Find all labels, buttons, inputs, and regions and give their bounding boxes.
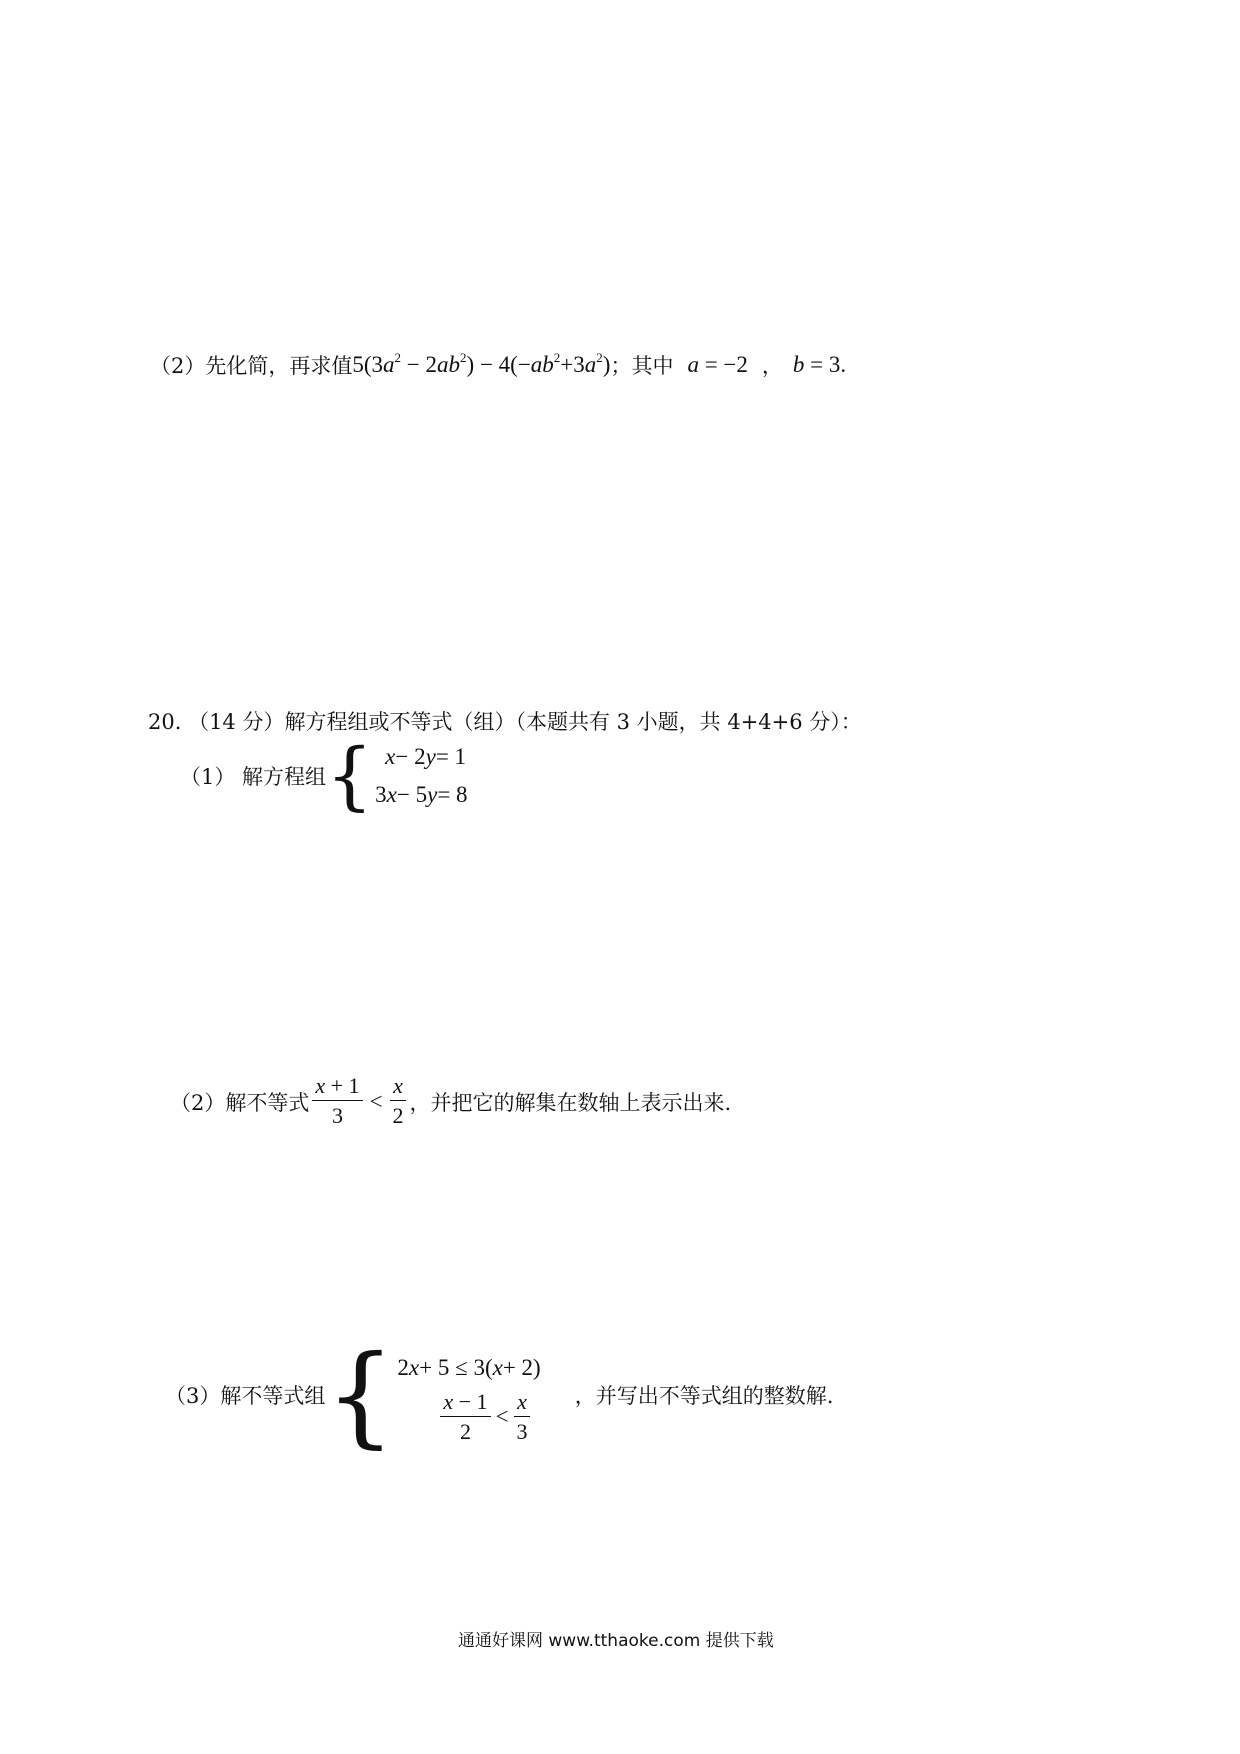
eq-part: = 1: [435, 744, 467, 769]
q19-separator: ，: [761, 354, 783, 378]
frac-var: x: [443, 1388, 454, 1414]
expr-part: +3: [560, 352, 585, 377]
q19-condition-a: [687, 352, 747, 378]
fraction-lhs: [312, 1074, 362, 1129]
page-footer: [458, 1626, 774, 1651]
fraction-rhs: [514, 1390, 531, 1445]
eq-part: 3: [375, 782, 387, 807]
expr-exponent: 2: [394, 350, 402, 365]
frac-denominator: 2: [459, 1418, 471, 1444]
cond-var: a: [687, 352, 699, 377]
equation-row-1: [375, 738, 467, 776]
q19-where-text: ；其中: [610, 354, 674, 378]
fraction-rhs: [390, 1074, 407, 1129]
ineq-part: 2: [397, 1354, 409, 1380]
inequality-system: [325, 1331, 541, 1459]
q20-header: [148, 706, 862, 736]
expr-var: a: [383, 352, 395, 377]
q20-part3-tail: ，并写出不等式组的整数解.: [574, 1384, 834, 1408]
q19-part2-expression: [352, 352, 610, 378]
frac-denominator: 3: [331, 1103, 343, 1128]
less-than-op: <: [369, 1088, 383, 1114]
expr-exponent: 2: [553, 350, 561, 365]
expr-var: ab: [437, 352, 461, 377]
eq-part: − 5: [396, 782, 428, 807]
fraction-lhs: [440, 1390, 490, 1445]
eq-var: y: [427, 782, 438, 807]
frac-part: − 1: [453, 1388, 488, 1414]
footer-text: 通通好课网 www.tthaoke.com 提供下载: [458, 1631, 774, 1651]
q19-part2: [150, 350, 846, 380]
expr-var: ab: [530, 352, 554, 377]
expr-part: − 2: [401, 352, 438, 377]
q20-part3-label: （3）解不等式组: [165, 1384, 326, 1408]
equation-row-2: [375, 776, 467, 814]
cond-value: = 3: [804, 352, 841, 377]
expr-exponent: 2: [596, 350, 603, 365]
q19-condition-b: [793, 352, 846, 378]
ineq-part: + 5 ≤ 3(: [419, 1354, 493, 1380]
q20-part1: [180, 733, 468, 819]
ineq-var: x: [408, 1354, 420, 1380]
eq-var: x: [386, 782, 397, 807]
inequality-row-1: [397, 1346, 540, 1390]
q20-header-text: 20. （14 分）解方程组或不等式（组）（本题共有 3 小题，共 4+4+6 分）：: [148, 710, 862, 734]
q20-part3: [165, 1331, 834, 1459]
frac-numerator: x: [390, 1074, 406, 1101]
eq-var: y: [425, 744, 436, 769]
eq-part: = 8: [437, 782, 468, 807]
expr-part: 5(3: [352, 352, 384, 377]
left-brace-icon: {: [326, 733, 374, 819]
expr-var: a: [584, 352, 597, 377]
q20-part2: [170, 1074, 731, 1129]
frac-numerator: x: [514, 1390, 530, 1417]
cond-end: .: [840, 352, 847, 377]
cond-var: b: [792, 352, 805, 377]
frac-denominator: 3: [516, 1418, 528, 1444]
frac-denominator: 2: [392, 1103, 404, 1128]
equation-system: [326, 733, 468, 819]
expr-part: ): [602, 352, 611, 377]
inequality-row-2: [397, 1390, 540, 1445]
less-than-op: <: [495, 1404, 509, 1429]
expr-part: ) − 4(−: [466, 352, 531, 377]
eq-part: − 2: [395, 744, 426, 769]
q19-part2-label: （2）先化简，再求值: [150, 354, 353, 378]
ineq-part: + 2): [502, 1354, 541, 1380]
q20-part2-label: （2）解不等式: [170, 1090, 310, 1115]
q20-part1-label: （1） 解方程组: [180, 765, 327, 789]
cond-value: = −2: [698, 352, 748, 377]
frac-var: x: [315, 1073, 326, 1098]
ineq-var: x: [492, 1354, 503, 1380]
eq-var: x: [385, 744, 396, 769]
left-brace-icon: {: [325, 1331, 396, 1459]
q20-part2-tail: ，并把它的解集在数轴上表示出来.: [409, 1090, 732, 1115]
expr-exponent: 2: [460, 350, 467, 365]
frac-part: + 1: [325, 1073, 360, 1098]
